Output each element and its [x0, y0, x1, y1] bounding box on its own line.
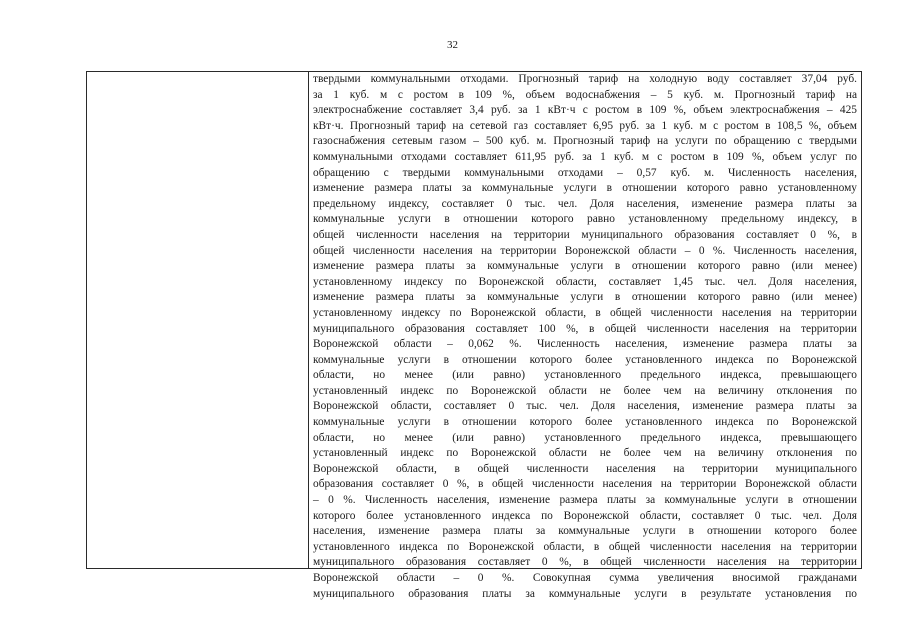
text-line: области, но менее (или равно) установленного предельного индекса, превышающего [313, 369, 857, 382]
text-line: общей численности населения на территории муниципального образования составляет 0 %, в [313, 228, 857, 241]
text-line: общей численности населения на территории Воронежской области – 0 %. Численность населения, [313, 244, 857, 257]
text-line: изменение размера платы за коммунальные услуги в отношении которого равно (или менее) [313, 291, 857, 304]
text-line: муниципального образования составляет 0 %, в общей численности населения на территории [313, 556, 857, 569]
text-line: коммунальные услуги в отношении которого равно установленному предельному индексу, в [313, 213, 857, 226]
text-line: установленному индексу по Воронежской области, в общей численности населения на территории [313, 306, 857, 319]
text-line: изменение размера платы за коммунальные услуги в отношении которого равно установленному [313, 182, 857, 195]
text-line: коммунальными отходами составляет 611,95 руб. за 1 куб. м с ростом в 109 %, объем услуг по [313, 150, 857, 163]
text-line: предельному индексу, составляет 0 тыс. чел. Доля населения, изменение размера платы за [313, 197, 857, 210]
text-line: Воронежской области – 0 %. Совокупная сумма увеличения вносимой гражданами [313, 572, 857, 584]
text-line: установленный индекс по Воронежской области не более чем на величину отклонения по [313, 384, 857, 397]
text-line: образования составляет 0 %, в общей численности населения на территории Воронежской области [313, 478, 857, 491]
text-line: населения, изменение размера платы за коммунальные услуги в отношении которого более [313, 525, 857, 538]
text-line: Воронежской области, составляет 0 тыс. чел. Доля населения, изменение размера платы за [313, 400, 857, 413]
text-line: газоснабжения сетевым газом – 500 куб. м. Прогнозный тариф на услуги по обращению с твердыми [313, 135, 857, 148]
text-line: коммунальные услуги в отношении которого более установленного индекса по Воронежской [313, 416, 857, 429]
page-number: 32 [447, 39, 458, 51]
text-line: установленного индекса по Воронежской области, в общей численности населения на территории [313, 540, 857, 553]
text-line: кВт·ч. Прогнозный тариф на сетевой газ составляет 6,95 руб. за 1 куб. м с ростом в 108,5 %, объем [313, 119, 857, 132]
text-line: области, но менее (или равно) установленного предельного индекса, превышающего [313, 431, 857, 444]
text-line: Воронежской области – 0,062 %. Численность населения, изменение размера платы за [313, 338, 857, 351]
text-line: коммунальные услуги в отношении которого более установленного индекса по Воронежской [313, 353, 857, 366]
text-line: изменение размера платы за коммунальные услуги в отношении которого равно (или менее) [313, 260, 857, 273]
text-line: Воронежской области, в общей численности населения на территории муниципального [313, 462, 857, 475]
text-line: – 0 %. Численность населения, изменение размера платы за коммунальные услуги в отношении [313, 494, 857, 507]
text-line: обращению с твердыми коммунальными отходами – 0,57 куб. м. Численность населения, [313, 166, 857, 179]
text-line: муниципального образования составляет 100 %, в общей численности населения на территории [313, 322, 857, 335]
document-table [86, 71, 862, 600]
table-right-cell [309, 72, 861, 600]
text-line: установленный индекс по Воронежской области не более чем на величину отклонения по [313, 447, 857, 460]
text-line: за 1 куб. м с ростом в 109 %, объем водоснабжения – 5 куб. м. Прогнозный тариф на [313, 88, 857, 101]
table-left-cell [87, 72, 309, 568]
text-line: муниципального образования платы за коммунальные услуги в результате установления по [313, 587, 857, 600]
text-line: твердыми коммунальными отходами. Прогнозный тариф на холодную воду составляет 37,04 руб. [313, 73, 857, 85]
text-line: установленному индексу по Воронежской области, составляет 1,45 тыс. чел. Доля населения, [313, 275, 857, 288]
text-line: которого более установленного индекса по Воронежской области, составляет 0 тыс. чел. Доля [313, 509, 857, 522]
text-line: электроснабжение составляет 3,4 руб. за 1 кВт·ч с ростом в 109 %, объем электроснабжения – 425 [313, 104, 857, 117]
